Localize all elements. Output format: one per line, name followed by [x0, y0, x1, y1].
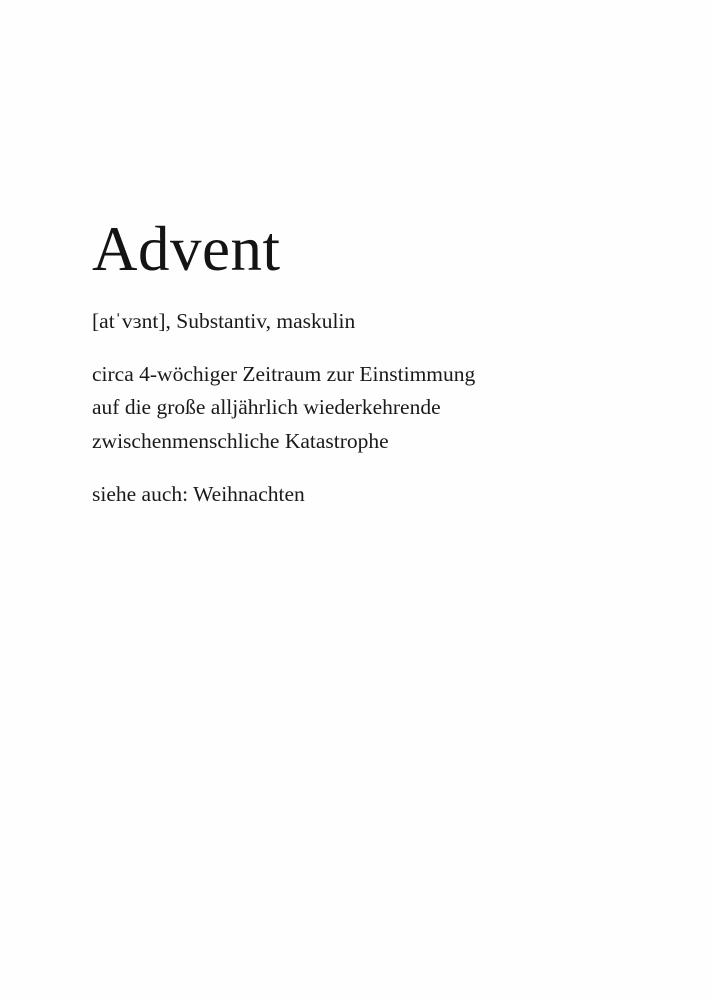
see-also-text: siehe auch: Weihnachten	[92, 481, 305, 506]
definition-text	[92, 358, 622, 458]
definition-block	[92, 214, 632, 509]
definition-line-1: circa 4-wöchiger Zeitraum zur Einstimmung	[92, 362, 476, 387]
pronunciation-and-part-of-speech: [atˈvɜnt], Substantiv, maskulin	[92, 309, 356, 333]
definition-line-3: zwischenmenschliche Katastrophe	[92, 428, 389, 453]
page-title: Advent	[92, 214, 281, 284]
definition-line-2: auf die große alljährlich wiederkehrende	[92, 395, 441, 420]
